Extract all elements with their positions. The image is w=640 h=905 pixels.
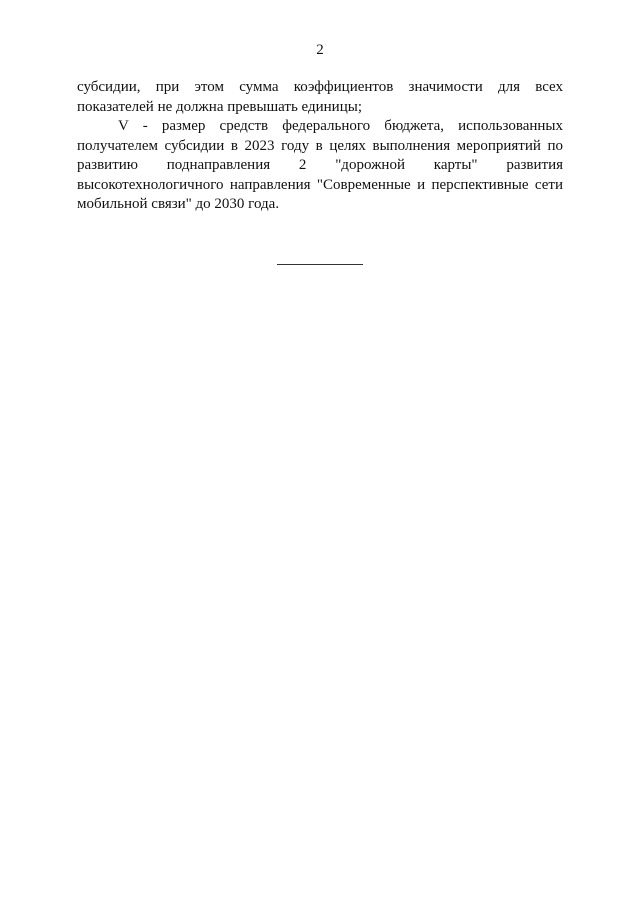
- page-number: 2: [316, 42, 324, 58]
- paragraph-continuation: [77, 78, 563, 117]
- text-line: развитию поднаправления 2 "дорожной карты" развития: [77, 157, 563, 173]
- text-line: V - размер средств федерального бюджета, использованных: [118, 118, 563, 134]
- text-line: высокотехнологичного направления "Современные и перспективные сети: [77, 176, 563, 193]
- text-line: субсидии, при этом сумма коэффициентов значимости для всех: [77, 79, 563, 95]
- text-line: мобильной связи" до 2030 года.: [77, 196, 280, 212]
- text-line: получателем субсидии в 2023 году в целях выполнения мероприятий по: [77, 137, 563, 154]
- end-separator-line: [277, 264, 363, 265]
- paragraph-definition-v: [77, 117, 563, 215]
- text-line: показателей не должна превышать единицы;: [77, 98, 362, 115]
